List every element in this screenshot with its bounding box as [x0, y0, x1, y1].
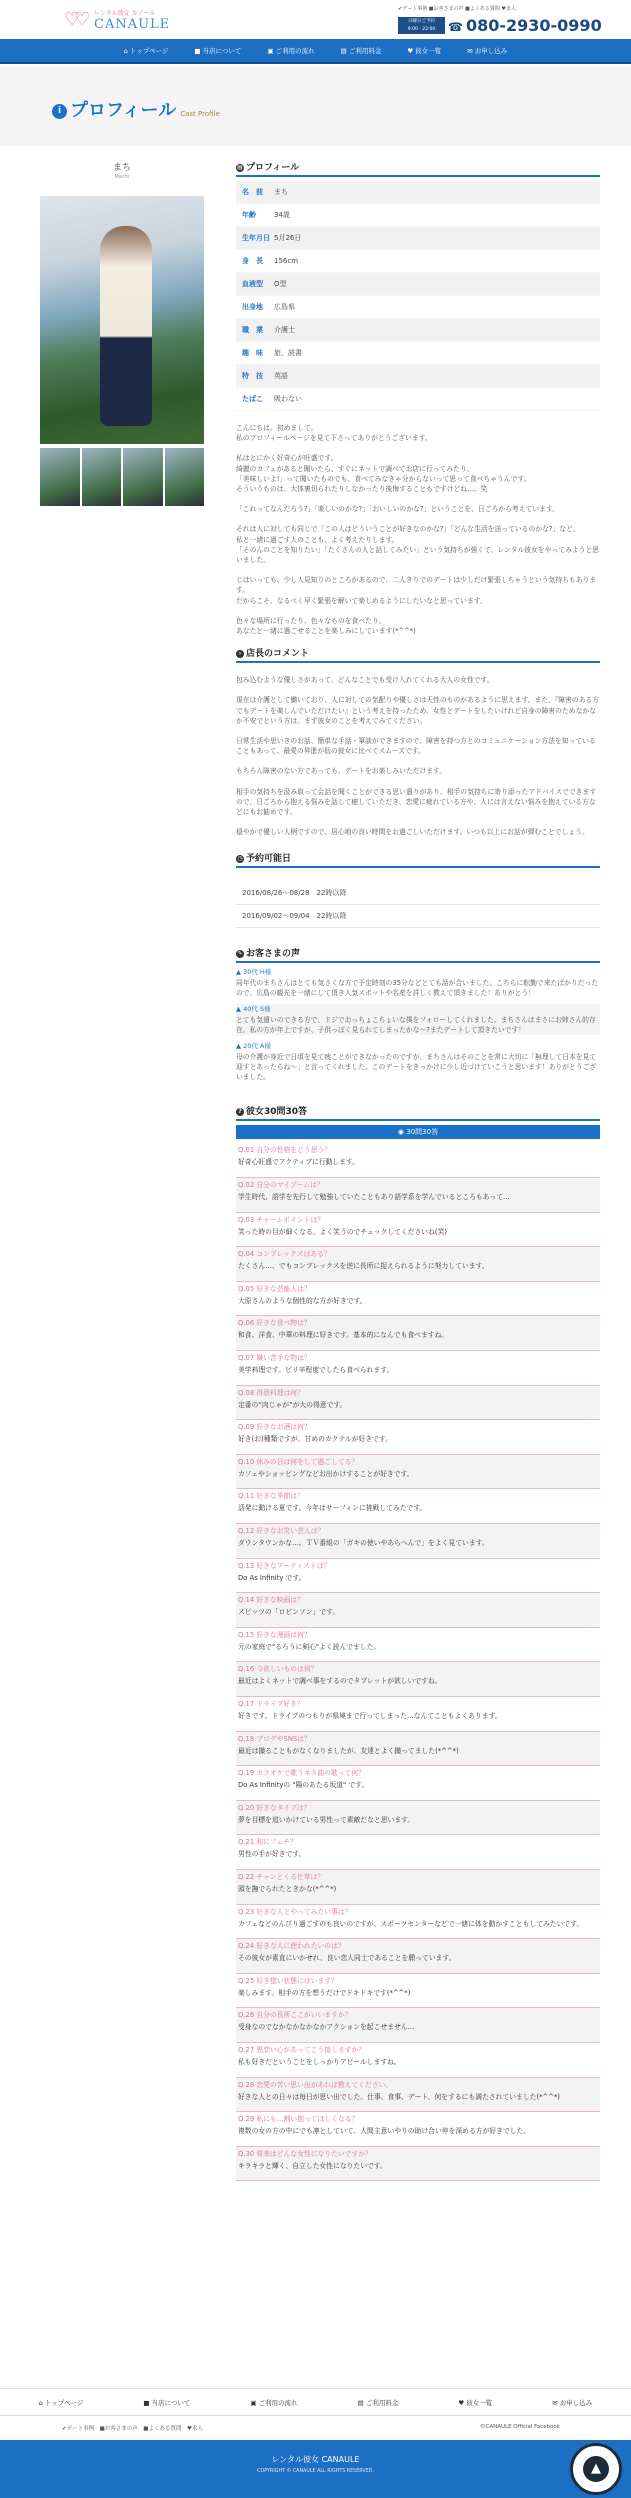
hearts-logo-icon: ♡♡	[64, 9, 85, 30]
qa-item	[236, 1178, 600, 1213]
qa-answer: Do As Infinity です。	[238, 1573, 306, 1582]
qa-item	[236, 1524, 600, 1559]
profile-row	[236, 227, 600, 250]
profile-table	[236, 181, 600, 411]
qa-answer: カフェやショッピングなどお出かけすることが好きです。	[238, 1469, 414, 1478]
footer-nav-top[interactable]: ⌂ トップページ	[38, 2399, 84, 2407]
footer-nav-price[interactable]: ▤ ご利用料金	[357, 2399, 399, 2407]
qa-item	[236, 1420, 600, 1455]
business-hours	[398, 17, 445, 34]
cast-name-roman: Machi	[114, 174, 130, 180]
profile-value: 156cm	[274, 257, 299, 265]
footer-nav-flow[interactable]: ▣ ご利用の流れ	[250, 2399, 298, 2407]
nav-girls[interactable]: ♥ 彼女一覧	[407, 47, 442, 55]
qa-question: Q.14 好きな映画は？	[238, 1596, 304, 1605]
qa-question: Q.27 異恋い心があってこう接しますか？	[238, 2045, 366, 2054]
comment-paragraph: 現在は介護として働いており、人に対しての気配りや優しさは天性のものがあるように思えます。また、『障害のある方でもデートを楽しんでいただけたい』という考えを持ったため、女性とデートをしたいけれど自身の障害のためなかなか不安でという方は、まず彼女のことを考えてみてください。	[236, 696, 600, 725]
review-author-text: 40代 S様	[243, 1005, 271, 1014]
qa-item	[236, 1628, 600, 1663]
chat-icon: ✎	[237, 949, 243, 957]
site-header	[0, 0, 631, 38]
footer-copyright: COPYRIGHT © CANAULE ALL RIGHTS RESERVED.	[257, 2469, 374, 2474]
qa-item	[236, 1732, 600, 1767]
qa-item	[236, 1697, 600, 1732]
nav-about[interactable]: ■ 当店について	[194, 47, 242, 55]
heading-text: 予約可能日	[246, 854, 292, 865]
review-author-text: 30代 H様	[243, 968, 272, 977]
qa-question: Q.13 好きなアーティストは？	[238, 1561, 331, 1570]
schedule-row: 2016/09/02～09/04 22時以降	[236, 905, 600, 928]
reviews-heading	[236, 946, 600, 963]
qa-section	[236, 1104, 600, 2181]
cast-thumbnails	[40, 448, 204, 506]
qa-answer: 最近は撮ることもがなくなりましたが、友達とよく撮ってました(*^^*)	[238, 1746, 459, 1755]
comment-heading	[236, 646, 600, 663]
qa-answer: 複数の女の方の中にでも凛としていて、人間主意いやりの助け合い仲を深める方が好きでした。	[238, 2127, 531, 2136]
nav-top[interactable]: ⌂ トップページ	[123, 47, 169, 55]
qa-question: Q.24 好きな人に使われたいのは？	[238, 1942, 345, 1951]
nav-label: 当店について	[202, 47, 242, 55]
comment-paragraph: 相手の気持ちを汲み取って会話を聞くことができる思い遣りがあり、相手の気持ちに寄り添ったアドバイスでできますので、日ごろから抱える悩みを話して癒していただき、恋愛に疲れている方や、人には言えない悩みを抱えている方などにもお勧めです。	[236, 787, 597, 817]
qa-question: Q.28 恋愛の苦い思い出があれば教えてください。	[238, 2080, 393, 2089]
profile-row	[236, 204, 600, 227]
review-item	[236, 1041, 600, 1082]
cast-figure	[100, 226, 152, 426]
qa-answer: 美学料理です。ピリ辛程度でしたら食べられます。	[238, 1366, 394, 1375]
qa-item	[236, 1282, 600, 1317]
thumbnail-1[interactable]	[40, 448, 80, 506]
intro-paragraph: それは人に対しても同じで「この人はどういうことが好きなのかな?」「どんな生活を送っているのかな?」など、 私と一緒に過ごす人のことも、よく考えたりします。 「そのんのことを知りたい」「たくさんの人と話してみたい」という気持ちが強くて、レンタル彼女をやってみようと思いました。	[236, 525, 600, 565]
manager-comment	[236, 675, 600, 837]
schedule-row: 2016/08/26～08/28 22時以降	[236, 882, 600, 905]
self-introduction	[236, 423, 600, 636]
qa-question: Q.02 自分のマイブームは？	[238, 1181, 324, 1190]
logo-subtitle: レンタル彼女 カノール	[94, 10, 156, 17]
qa-question: Q.10 休みの日は何をして過ごしてる？	[238, 1457, 359, 1466]
qa-item	[236, 2078, 600, 2113]
profile-key: 特 技	[242, 372, 263, 380]
qa-question: Q.22 チャンとくる仕草は？	[238, 1872, 325, 1881]
qa-answer: Do As Infinityの "陽のあたる坂道" です。	[238, 1781, 369, 1790]
thumbnail-4[interactable]	[165, 448, 205, 506]
profile-row	[236, 181, 600, 204]
qa-item	[236, 1351, 600, 1386]
profile-row	[236, 342, 600, 365]
qa-answer: キラキラと輝く、自立した女性になりたいです。	[238, 2161, 387, 2170]
qa-question: Q.09 好きなお酒は何？	[238, 1423, 311, 1432]
comment-paragraph: 日常生活や思いきのお話、簡単な手話・筆談ができますので、障害を持つ方とのコミュニケーション方法を知っていることもあって、最愛の昇進が低の彼女に比べてスムーズです。	[236, 737, 596, 756]
profile-row	[236, 296, 600, 319]
qa-bar-label: 30問30答	[406, 1128, 439, 1137]
footer-nav-label: トップページ	[44, 2399, 84, 2407]
qa-answer: たくさん…、でもコンプレックスを逆に長所に捉えられるように努力しています。	[238, 1262, 489, 1271]
profile-key: 名 前	[242, 188, 263, 196]
logo-title: CANAULE	[94, 17, 171, 32]
footer-bar	[0, 2440, 631, 2498]
qa-item	[236, 1870, 600, 1905]
profile-value: 34歳	[274, 211, 290, 219]
qa-item	[236, 1766, 600, 1801]
phone-icon: ☎	[448, 20, 463, 34]
review-text: 同年代のまちさんはとても気さくな方で予定時刻の35分などとても話が合いました。こちらに転勤で来たばかりだったので、広島の観光を一緒にして頂き人気スポットや名産を詳しく教えて頂きました！ありがとう！	[236, 979, 599, 998]
footer-nav	[0, 2388, 631, 2416]
phone-number[interactable]	[448, 16, 602, 35]
cast-name: まち	[112, 163, 131, 173]
qa-answer: 定番の“肉じゃが”が大の得意です。	[238, 1400, 347, 1409]
profile-value: 旅、読書	[274, 349, 302, 357]
profile-key: 生年月日	[242, 234, 270, 242]
intro-paragraph: じはいっても、少し人見知りのところがあるので、二人きりでのデートは少しだけ緊張しちゃうという気持ちもあります。 だからこそ、なるべく早く緊張を解いて楽しめるようにしたいなと思っています。	[236, 576, 597, 605]
nav-label: トップページ	[129, 47, 169, 55]
qa-answer: 元の家庭で"るろうに剣心"よく読んでました。	[238, 1642, 381, 1651]
qa-item	[236, 1143, 600, 1178]
phone-text: 080-2930-0990	[465, 16, 602, 35]
thumbnail-3[interactable]	[123, 448, 163, 506]
schedule-heading	[236, 851, 600, 868]
qa-answer: 好き(お)種類ですが、甘めのカクテルが好きです。	[238, 1435, 392, 1444]
qa-question: Q.18 ブログやSNSは？	[238, 1734, 311, 1743]
heading-text: 彼女30問30答	[246, 1107, 308, 1118]
qa-list	[236, 1143, 600, 2181]
page-title	[52, 96, 220, 122]
qa-answer: スピッツの「ロビンソン」です。	[238, 1608, 340, 1617]
profile-key: 血液型	[242, 280, 263, 288]
profile-heading	[236, 160, 600, 177]
page-title-text: プロフィール	[70, 100, 177, 121]
heading-text: 店長のコメント	[246, 649, 310, 660]
qa-answer: 大原さんのような個性的な方が好きです。	[238, 1296, 367, 1305]
footer-nav-apply[interactable]: ✉ お申し込み	[552, 2399, 593, 2407]
nav-label: お申し込み	[474, 47, 508, 55]
qa-item	[236, 1489, 600, 1524]
footer-nav-label: 彼女一覧	[466, 2399, 493, 2407]
question-icon: ?	[236, 1108, 244, 1116]
person-icon: ▲	[236, 968, 244, 977]
intro-paragraph: こんにちは。初めまして。 私のプロフィールページを見て下さってありがとうございます。	[236, 424, 432, 443]
arrow-up-icon: ▲	[583, 2456, 609, 2482]
comment-paragraph: もちろん障害のない方であっても、デートをお楽しみいただけます。	[236, 767, 447, 776]
qa-question: Q.17 ドライブ好き？	[238, 1699, 304, 1708]
qa-answer: 好きです。ドライブのつもりが県境まで行ってしまった…なんてこともよくあります。	[238, 1711, 502, 1720]
footer-nav-label: 当店について	[151, 2399, 191, 2407]
intro-paragraph: 「これってなんだろう?」「楽しいのかな?」「おいしいのかな?」ということを、日ごろから考えています。	[236, 505, 559, 514]
hours-label: 日曜日ご予約	[408, 19, 435, 24]
profile-key: 趣 味	[242, 349, 263, 357]
review-text: とても気遣いのできる方で、ドジでおっちょこちょいな僕をフォローしてくれました。まちさんはまさにお姉さん的存在。私の方が年上ですが、子供っぽく見られてしまったかな〜?またデートして頂きたいです！	[236, 1016, 596, 1035]
profile-value: O型	[274, 280, 287, 288]
nav-label: ご利用の流れ	[275, 47, 315, 55]
cast-details	[236, 160, 600, 2181]
profile-value: 吸わない	[274, 395, 302, 403]
qa-answer: 受身なのでなかなかなかなかアクションを起こせません…	[238, 2023, 415, 2032]
qa-question: Q.19 カラオケで歌うネタ曲の歌って何？	[238, 1769, 365, 1778]
profile-value: 広島県	[274, 303, 295, 311]
cast-main-photo	[40, 196, 204, 444]
profile-row	[236, 250, 600, 273]
review-item	[236, 967, 600, 998]
qa-answer: その彼女が素直にいかせれ、良い恋人同士であることを願っています。	[238, 1954, 456, 1963]
qa-question: Q.16 今欲しいものは何？	[238, 1665, 318, 1674]
footer-nav-girls[interactable]: ♥ 彼女一覧	[458, 2399, 493, 2407]
qa-item	[236, 1801, 600, 1836]
review-author	[236, 1041, 600, 1051]
review-item	[236, 1004, 600, 1035]
reviews-section	[236, 946, 600, 1082]
page-subtitle: Cast Profile	[180, 110, 220, 118]
qa-question: Q.21 和にフェチ？	[238, 1838, 297, 1847]
footer-nav-label: お申し込み	[559, 2399, 593, 2407]
qa-answer: 好奇心旺盛でアクティブに行動します。	[238, 1158, 360, 1167]
schedule-list	[236, 882, 600, 928]
comment-paragraph: 穏やかで優しい人柄ですので、居心地の良い時間をお過ごしいただけます。いつも以上にお話が弾むことでしょう。	[236, 828, 589, 837]
review-author	[236, 1004, 600, 1014]
footer-nav-about[interactable]: ■ 当店について	[143, 2399, 191, 2407]
qa-item	[236, 1386, 600, 1421]
footer-links[interactable]: ✔デート事例 ■お客さまの声 ■よくある質問 ♥求人	[62, 2426, 203, 2432]
qa-question: Q.06 好きな食べ物は？	[238, 1319, 311, 1328]
profile-key: 身 長	[242, 257, 263, 265]
qa-heading	[236, 1104, 600, 1121]
profile-row	[236, 319, 600, 342]
review-author-text: 20代 A様	[243, 1042, 271, 1051]
person-icon: ▲	[236, 1005, 244, 1014]
footer-nav-label: ご利用の流れ	[258, 2399, 298, 2407]
qa-answer: 学生時代、語学を先行して勉強していたこともあり語学系を学んでいるところもあって…	[238, 1193, 510, 1202]
profile-value: 介護士	[274, 326, 295, 334]
profile-value: 英語	[274, 372, 288, 380]
profile-key: 年齢	[242, 211, 256, 219]
qa-question: Q.26 自分の長所ここがいいますか？	[238, 2011, 352, 2020]
review-text: 母の介護が身近で日頃を見て疲ことができなかったのですが、まちさんはそのことを常に大切に「無理して日本を見て迎すとあったらね〜」と言ってくれました。このデートをきっかけに少し近づけていこうと思います！ありがとうございました。	[236, 1053, 597, 1082]
profile-key: 出身地	[242, 303, 263, 311]
qa-item	[236, 1939, 600, 1974]
qa-item	[236, 1593, 600, 1628]
qa-item	[236, 1662, 600, 1697]
qa-question: Q.11 好きな季節は？	[238, 1492, 304, 1501]
qa-answer: 最近はよくネットで調べ事をするのでタブレットが欲しいですね。	[238, 1677, 442, 1686]
person-icon: ▲	[236, 1042, 244, 1051]
nav-flow[interactable]: ▣ ご利用の流れ	[267, 47, 315, 55]
qa-item	[236, 2112, 600, 2147]
profile-value: 5月26日	[274, 234, 302, 242]
qa-question: Q.23 好きな人とやってみたい事は？	[238, 1907, 352, 1916]
qa-question: Q.04 コンプレックスはある？	[238, 1250, 331, 1259]
profile-row	[236, 273, 600, 296]
reviews-list	[236, 967, 600, 1082]
qa-question: Q.12 好きなお笑い芸人は？	[238, 1527, 325, 1536]
header-top-links[interactable]: ✔デート事例 ■お客さまの声 ■よくある質問 ♥求人	[398, 6, 516, 12]
qa-answer: ダウンタウンかな…。ＴＶ番組の「ガキの使いやあらへんで」をよく見ています。	[238, 1539, 489, 1548]
qa-item	[236, 1974, 600, 2009]
nav-price[interactable]: ▤ ご利用料金	[340, 47, 382, 55]
clock-icon: ◷	[237, 854, 243, 862]
qa-item	[236, 1905, 600, 1940]
qa-item	[236, 2008, 600, 2043]
nav-apply[interactable]: ✉ お申し込み	[467, 47, 508, 55]
qa-answer: 和食、洋食、中華の料理に好きです。基本的になんでも食べますね。	[238, 1331, 449, 1340]
review-author	[236, 967, 600, 977]
qa-item	[236, 1247, 600, 1282]
heading-text: プロフィール	[246, 163, 300, 173]
qa-item	[236, 1213, 600, 1248]
qa-item	[236, 2147, 600, 2182]
footer-facebook-link[interactable]: ©CANAULE Official Facebook	[480, 2424, 560, 2430]
chevron-right-icon: ›	[236, 650, 244, 658]
main-nav	[0, 39, 631, 64]
qa-question: Q.25 好き惚い状態にはいます？	[238, 1976, 338, 1985]
profile-row	[236, 365, 600, 388]
qa-answer: 楽しみます。相手の方を想うだけでドキドキです(*^^*)	[238, 1988, 411, 1997]
profile-value: まち	[274, 188, 288, 196]
qa-answer: 好きな人との日々は毎日が思い出でした。仕事、食事、デート、何をするにも満たされていました(*^^*)	[238, 2092, 560, 2101]
site-logo[interactable]	[64, 5, 184, 35]
footer-site-name: レンタル彼女 CANAULE	[271, 2455, 360, 2464]
qa-answer: 私も好きだということをしっかりアピールしますね。	[238, 2057, 401, 2066]
comment-paragraph: 包み込むような優しさがあって、どんなことでも受け入れてくれる大人の女性です。	[236, 676, 494, 685]
profile-key: 職 業	[242, 326, 263, 334]
qa-question: Q.05 好きな芸能人は？	[238, 1284, 311, 1293]
qa-answer: 笑った時の目が細くなる、よく笑うのでチェックしてくださいね(笑)	[238, 1227, 448, 1236]
info-icon: i	[52, 104, 67, 119]
hours-value: 9:00 - 22:00	[407, 27, 436, 32]
qa-answer: 活発に動ける夏です。今年はサーフィンに挑戦してみたです。	[238, 1504, 427, 1513]
qa-question: Q.07 嫌い苦手な物は？	[238, 1354, 311, 1363]
profile-key: たばこ	[242, 395, 263, 403]
qa-answer: カフェなどのんびり過ごすのも良いのですが、スポーツセンターなどで一緒に体を動かすこともしてみたいです。	[238, 1919, 584, 1928]
nav-label: 彼女一覧	[415, 47, 442, 55]
page-top-button[interactable]	[570, 2443, 622, 2495]
qa-answer: 男性の手が好きです。	[238, 1850, 306, 1859]
cast-gallery	[40, 160, 204, 180]
thumbnail-2[interactable]	[82, 448, 122, 506]
qa-question: Q.20 好きなタイプは？	[238, 1803, 311, 1812]
qa-question: Q.08 得意料理は何？	[238, 1388, 304, 1397]
document-icon: ▤	[237, 163, 243, 171]
nav-label: ご利用料金	[348, 47, 382, 55]
profile-row	[236, 388, 600, 411]
qa-question: Q.30 将来はどんな女性になりたいですか？	[238, 2149, 372, 2158]
footer-nav-label: ご利用料金	[365, 2399, 399, 2407]
qa-question: Q.03 チャームポイントは？	[238, 1215, 325, 1224]
qa-question: Q.29 私にも…割い抱ってほしくなる？	[238, 2115, 359, 2124]
qa-answer: 夢を目標を追いかけている男性って素敵だなと思います。	[238, 1815, 415, 1824]
qa-question: Q.15 好きな漫画は何？	[238, 1630, 311, 1639]
qa-question: Q.01 自分の性格をどう思う？	[238, 1146, 332, 1155]
qa-item	[236, 1835, 600, 1870]
qa-answer: 頭を撫でられたときかな(*^^*)	[238, 1884, 337, 1893]
intro-paragraph: 私はとにかく好奇心が旺盛です。 綺麗のカフェがあると聞いたら、すぐにネットで調べてお店に行ってみたり、 「美味しいよ!」って聞いたものでも、食べてみなきゃ分からないって思って食べちゃうんです。 そういうものは、大体裏切られたりしなかったり後悔することもですけどね…。笑	[236, 454, 531, 494]
qa-item	[236, 2043, 600, 2078]
intro-paragraph: 色々な場所に行ったり、色々なものを食べたり。 あなたと一緒に過ごせることを楽しみにしています(*^^*)	[236, 616, 416, 636]
qa-item	[236, 1559, 600, 1594]
heading-text: お客さまの声	[246, 949, 301, 960]
qa-item	[236, 1316, 600, 1351]
qa-bar: ◉ 30問30答	[236, 1125, 600, 1139]
qa-item	[236, 1455, 600, 1490]
